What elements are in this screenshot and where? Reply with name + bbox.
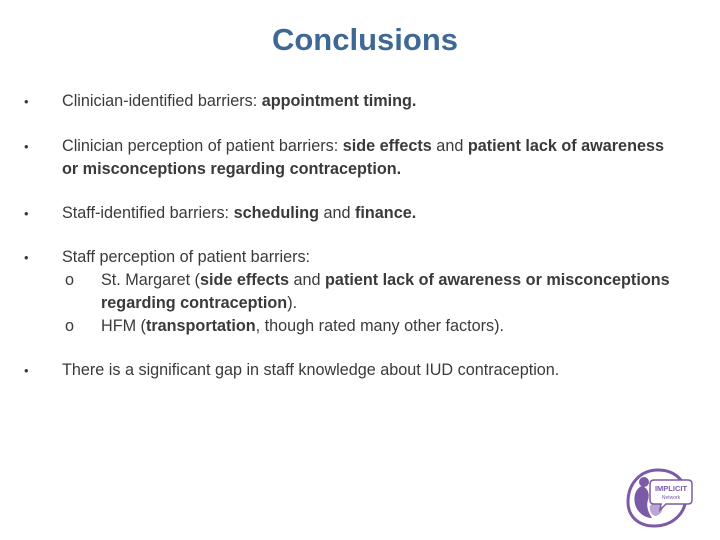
bullet-marker: •	[24, 139, 29, 154]
bullet-text	[62, 246, 674, 338]
text-run: St. Margaret (	[101, 271, 200, 289]
bullet-text	[62, 90, 674, 113]
text-run: ).	[287, 294, 298, 312]
bullet-list	[24, 90, 674, 382]
bullet-marker: •	[24, 363, 29, 378]
bullet-marker: •	[24, 206, 29, 221]
text-run: and	[431, 137, 468, 155]
slide-title: Conclusions	[271, 22, 458, 57]
sub-bullet-marker: o	[65, 271, 75, 289]
bullet-text	[62, 135, 674, 181]
sub-item-text	[101, 315, 674, 338]
bullet-text	[62, 202, 674, 225]
sub-item-text	[101, 269, 674, 315]
text-run: HFM (	[101, 317, 146, 335]
bullet-text	[62, 359, 674, 382]
text-run: There is a significant gap in staff knowledge about IUD contraception.	[62, 361, 560, 379]
text-run: , though rated many other factors).	[255, 317, 505, 335]
text-run: and	[289, 271, 326, 289]
logo-text-sub: Network	[661, 495, 681, 501]
text-run: Clinician perception of patient barriers:	[62, 137, 343, 155]
text-run-bold: side effects	[199, 271, 290, 289]
sub-item-st-margaret	[62, 269, 674, 315]
text-run: Staff-identified barriers:	[62, 204, 234, 222]
logo-head-icon	[639, 477, 649, 487]
text-run: Clinician-identified barriers:	[62, 92, 262, 110]
logo-text-main: IMPLICIT	[654, 484, 688, 493]
bullet-item-staff-perception	[24, 246, 674, 338]
sub-bullet-marker: o	[65, 317, 75, 335]
bullet-marker: •	[24, 94, 29, 109]
text-run-bold: transportation	[145, 317, 256, 335]
text-run-bold: scheduling	[233, 204, 320, 222]
bullet-intro: Staff perception of patient barriers:	[62, 248, 311, 266]
implicit-network-logo	[622, 466, 694, 530]
text-run-bold: patient lack of awareness or misconceptions regarding contraception.	[62, 137, 664, 178]
bullet-marker: •	[24, 250, 29, 265]
text-run-bold: patient lack of awareness or misconceptions regarding contraception	[101, 271, 670, 312]
bullet-item-staff-barriers	[24, 202, 674, 225]
text-run-bold: appointment timing.	[261, 92, 417, 110]
bullet-item-clinician-perception	[24, 135, 674, 181]
text-run-bold: side effects	[342, 137, 432, 155]
sub-item-hfm	[62, 315, 674, 338]
bullet-item-clinician-barriers	[24, 90, 674, 113]
text-run: and	[319, 204, 356, 222]
text-run-bold: finance.	[355, 204, 417, 222]
bullet-item-staff-knowledge-gap	[24, 359, 674, 382]
